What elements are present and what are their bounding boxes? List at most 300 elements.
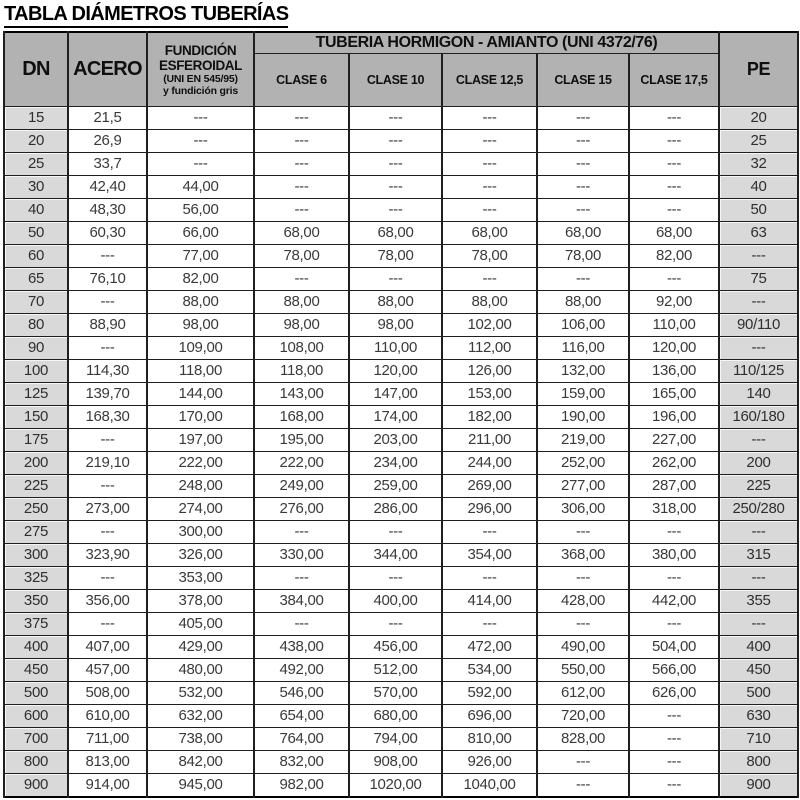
diameter-value-cell: 828,00	[537, 728, 629, 751]
diameter-value-cell: ---	[68, 429, 147, 452]
diameter-value-cell: ---	[629, 268, 719, 291]
diameter-value-cell: 170,00	[147, 406, 254, 429]
dn-cell: 30	[4, 176, 68, 199]
diameter-value-cell: ---	[254, 268, 349, 291]
pe-cell: 63	[719, 222, 798, 245]
diameter-value-cell: 353,00	[147, 567, 254, 590]
dn-cell: 500	[4, 682, 68, 705]
table-row	[4, 245, 798, 268]
diameter-value-cell: 504,00	[629, 636, 719, 659]
dn-cell: 700	[4, 728, 68, 751]
dn-cell: 400	[4, 636, 68, 659]
pe-cell: 200	[719, 452, 798, 475]
pe-cell: 20	[719, 107, 798, 130]
diameter-value-cell: 262,00	[629, 452, 719, 475]
dn-cell: 65	[4, 268, 68, 291]
diameter-value-cell: ---	[349, 199, 442, 222]
diameter-value-cell: 165,00	[629, 383, 719, 406]
diameter-value-cell: ---	[537, 176, 629, 199]
dn-cell: 40	[4, 199, 68, 222]
diameter-value-cell: 384,00	[254, 590, 349, 613]
diameter-value-cell: ---	[68, 521, 147, 544]
dn-cell: 175	[4, 429, 68, 452]
diameter-value-cell: ---	[629, 153, 719, 176]
diameter-value-cell: 400,00	[349, 590, 442, 613]
diameter-value-cell: 296,00	[442, 498, 537, 521]
column-header-clase-6: CLASE 6	[254, 54, 349, 107]
diameter-value-cell: 159,00	[537, 383, 629, 406]
diameter-value-cell: ---	[629, 705, 719, 728]
diameter-value-cell: ---	[629, 728, 719, 751]
table-row	[4, 475, 798, 498]
table-row	[4, 567, 798, 590]
dn-cell: 800	[4, 751, 68, 774]
pe-cell: 800	[719, 751, 798, 774]
table-row	[4, 659, 798, 682]
diameter-value-cell: ---	[147, 130, 254, 153]
diameter-value-cell: 273,00	[68, 498, 147, 521]
diameter-value-cell: 405,00	[147, 613, 254, 636]
diameter-value-cell: 534,00	[442, 659, 537, 682]
diameter-value-cell: ---	[442, 268, 537, 291]
diameter-value-cell: 88,00	[147, 291, 254, 314]
column-header-fundicion	[147, 32, 254, 107]
table-row	[4, 774, 798, 798]
pe-cell: 900	[719, 774, 798, 798]
diameter-value-cell: 153,00	[442, 383, 537, 406]
diameter-value-cell: 480,00	[147, 659, 254, 682]
diameter-value-cell: ---	[629, 521, 719, 544]
table-row	[4, 682, 798, 705]
dn-cell: 25	[4, 153, 68, 176]
dn-cell: 15	[4, 107, 68, 130]
diameter-value-cell: ---	[68, 613, 147, 636]
diameter-value-cell: 98,00	[254, 314, 349, 337]
table-body	[4, 107, 798, 798]
header-row-top	[4, 32, 798, 54]
diameter-value-cell: ---	[629, 130, 719, 153]
diameter-value-cell: ---	[537, 521, 629, 544]
diameter-value-cell: 68,00	[254, 222, 349, 245]
diameter-value-cell: 120,00	[349, 360, 442, 383]
diameter-value-cell: 77,00	[147, 245, 254, 268]
dn-cell: 50	[4, 222, 68, 245]
dn-cell: 100	[4, 360, 68, 383]
pe-cell: ---	[719, 613, 798, 636]
diameter-value-cell: 244,00	[442, 452, 537, 475]
column-header-clase-17-5: CLASE 17,5	[629, 54, 719, 107]
pe-cell: 450	[719, 659, 798, 682]
diameter-value-cell: ---	[349, 176, 442, 199]
table-row	[4, 406, 798, 429]
table-row	[4, 544, 798, 567]
diameter-value-cell: ---	[349, 567, 442, 590]
diameter-value-cell: 197,00	[147, 429, 254, 452]
dn-cell: 900	[4, 774, 68, 798]
diameter-value-cell: 326,00	[147, 544, 254, 567]
diameter-value-cell: ---	[537, 199, 629, 222]
diameter-value-cell: 368,00	[537, 544, 629, 567]
dn-cell: 20	[4, 130, 68, 153]
dn-cell: 325	[4, 567, 68, 590]
diameter-value-cell: 88,00	[254, 291, 349, 314]
diameter-value-cell: 143,00	[254, 383, 349, 406]
diameter-value-cell: 914,00	[68, 774, 147, 798]
pe-cell: 500	[719, 682, 798, 705]
table-row	[4, 107, 798, 130]
pe-cell: 90/110	[719, 314, 798, 337]
diameter-value-cell: 277,00	[537, 475, 629, 498]
diameter-value-cell: 211,00	[442, 429, 537, 452]
diameter-value-cell: 306,00	[537, 498, 629, 521]
diameter-value-cell: 330,00	[254, 544, 349, 567]
table-row	[4, 521, 798, 544]
pe-cell: 355	[719, 590, 798, 613]
table-row	[4, 176, 798, 199]
pe-cell: 75	[719, 268, 798, 291]
diameter-value-cell: 227,00	[629, 429, 719, 452]
diameter-value-cell: ---	[147, 107, 254, 130]
diameter-value-cell: ---	[68, 337, 147, 360]
table-row	[4, 383, 798, 406]
diameter-value-cell: 810,00	[442, 728, 537, 751]
diameter-value-cell: 354,00	[442, 544, 537, 567]
diameter-value-cell: ---	[537, 153, 629, 176]
diameter-value-cell: ---	[254, 130, 349, 153]
diameter-value-cell: ---	[537, 774, 629, 798]
diameter-value-cell: 380,00	[629, 544, 719, 567]
dn-cell: 90	[4, 337, 68, 360]
pe-cell: ---	[719, 567, 798, 590]
dn-cell: 125	[4, 383, 68, 406]
diameter-value-cell: ---	[629, 774, 719, 798]
diameter-value-cell: 274,00	[147, 498, 254, 521]
diameter-value-cell: 68,00	[537, 222, 629, 245]
diameter-value-cell: 259,00	[349, 475, 442, 498]
diameter-value-cell: 112,00	[442, 337, 537, 360]
diameter-value-cell: 88,90	[68, 314, 147, 337]
diameter-value-cell: 654,00	[254, 705, 349, 728]
diameter-value-cell: 92,00	[629, 291, 719, 314]
diameter-value-cell: 300,00	[147, 521, 254, 544]
diameter-value-cell: 48,30	[68, 199, 147, 222]
diameter-value-cell: 26,9	[68, 130, 147, 153]
diameter-value-cell: 490,00	[537, 636, 629, 659]
table-row	[4, 222, 798, 245]
diameter-value-cell: 66,00	[147, 222, 254, 245]
diameter-value-cell: 794,00	[349, 728, 442, 751]
diameter-value-cell: 182,00	[442, 406, 537, 429]
diameter-value-cell: 147,00	[349, 383, 442, 406]
diameter-value-cell: 114,30	[68, 360, 147, 383]
diameter-value-cell: ---	[349, 130, 442, 153]
diameter-value-cell: ---	[254, 199, 349, 222]
diameter-value-cell: 286,00	[349, 498, 442, 521]
diameter-value-cell: 60,30	[68, 222, 147, 245]
dn-cell: 80	[4, 314, 68, 337]
diameter-value-cell: 926,00	[442, 751, 537, 774]
diameter-value-cell: ---	[254, 153, 349, 176]
dn-cell: 200	[4, 452, 68, 475]
diameter-value-cell: ---	[442, 567, 537, 590]
diameter-value-cell: 56,00	[147, 199, 254, 222]
pe-cell: 225	[719, 475, 798, 498]
column-group-header-hormigon-amianto: TUBERIA HORMIGON - AMIANTO (UNI 4372/76)	[254, 32, 719, 54]
diameter-value-cell: 570,00	[349, 682, 442, 705]
diameter-value-cell: 88,00	[349, 291, 442, 314]
diameter-value-cell: 78,00	[537, 245, 629, 268]
diameter-value-cell: 88,00	[537, 291, 629, 314]
table-row	[4, 337, 798, 360]
fundicion-label-line2: ESFEROIDAL	[158, 57, 242, 73]
diameter-value-cell: ---	[68, 475, 147, 498]
column-header-clase-15: CLASE 15	[537, 54, 629, 107]
diameter-value-cell: 378,00	[147, 590, 254, 613]
diameter-value-cell: 546,00	[254, 682, 349, 705]
pe-cell: ---	[719, 337, 798, 360]
diameter-value-cell: 287,00	[629, 475, 719, 498]
diameter-value-cell: 21,5	[68, 107, 147, 130]
dn-cell: 375	[4, 613, 68, 636]
table-row	[4, 291, 798, 314]
pe-cell: ---	[719, 429, 798, 452]
diameter-value-cell: 720,00	[537, 705, 629, 728]
diameter-value-cell: 88,00	[442, 291, 537, 314]
diameter-value-cell: ---	[68, 567, 147, 590]
diameter-value-cell: 492,00	[254, 659, 349, 682]
diameter-value-cell: 110,00	[349, 337, 442, 360]
dn-cell: 60	[4, 245, 68, 268]
diameter-value-cell: ---	[442, 176, 537, 199]
diameter-value-cell: ---	[254, 613, 349, 636]
table-row	[4, 314, 798, 337]
diameter-value-cell: 76,10	[68, 268, 147, 291]
diameter-value-cell: 764,00	[254, 728, 349, 751]
diameter-value-cell: 344,00	[349, 544, 442, 567]
diameter-value-cell: 82,00	[147, 268, 254, 291]
dn-cell: 70	[4, 291, 68, 314]
diameter-value-cell: 78,00	[442, 245, 537, 268]
diameter-value-cell: 139,70	[68, 383, 147, 406]
fundicion-label-line3: (UNI EN 545/95)	[163, 72, 238, 85]
diameter-value-cell: 118,00	[254, 360, 349, 383]
pe-cell: 160/180	[719, 406, 798, 429]
pe-cell: ---	[719, 245, 798, 268]
diameter-value-cell: 98,00	[349, 314, 442, 337]
pe-cell: 110/125	[719, 360, 798, 383]
pe-cell: 400	[719, 636, 798, 659]
dn-cell: 300	[4, 544, 68, 567]
pe-cell: 315	[719, 544, 798, 567]
diameter-value-cell: 126,00	[442, 360, 537, 383]
diameter-value-cell: ---	[442, 153, 537, 176]
diameter-value-cell: 1020,00	[349, 774, 442, 798]
diameter-value-cell: 832,00	[254, 751, 349, 774]
diameter-value-cell: 120,00	[629, 337, 719, 360]
pe-cell: 630	[719, 705, 798, 728]
table-row	[4, 452, 798, 475]
diameter-value-cell: 610,00	[68, 705, 147, 728]
diameter-value-cell: 68,00	[442, 222, 537, 245]
diameter-value-cell: 68,00	[629, 222, 719, 245]
table-row	[4, 429, 798, 452]
diameter-value-cell: 680,00	[349, 705, 442, 728]
diameter-value-cell: 219,10	[68, 452, 147, 475]
table-row	[4, 705, 798, 728]
diameter-value-cell: ---	[537, 613, 629, 636]
table-row	[4, 153, 798, 176]
diameter-value-cell: 44,00	[147, 176, 254, 199]
diameter-value-cell: 249,00	[254, 475, 349, 498]
diameter-value-cell: ---	[537, 268, 629, 291]
diameter-value-cell: 738,00	[147, 728, 254, 751]
dn-cell: 225	[4, 475, 68, 498]
diameter-value-cell: 109,00	[147, 337, 254, 360]
pe-cell: 140	[719, 383, 798, 406]
diameter-value-cell: 428,00	[537, 590, 629, 613]
diameter-value-cell: ---	[349, 268, 442, 291]
diameter-value-cell: 196,00	[629, 406, 719, 429]
table-row	[4, 590, 798, 613]
diameter-value-cell: 356,00	[68, 590, 147, 613]
diameter-value-cell: 116,00	[537, 337, 629, 360]
diameter-value-cell: 203,00	[349, 429, 442, 452]
column-header-pe: PE	[719, 32, 798, 107]
table-row	[4, 360, 798, 383]
diameter-value-cell: 222,00	[147, 452, 254, 475]
diameter-value-cell: 1040,00	[442, 774, 537, 798]
table-row	[4, 751, 798, 774]
pe-cell: 50	[719, 199, 798, 222]
diameter-value-cell: 234,00	[349, 452, 442, 475]
diameter-value-cell: 696,00	[442, 705, 537, 728]
pe-cell: 32	[719, 153, 798, 176]
column-header-clase-12-5: CLASE 12,5	[442, 54, 537, 107]
diameter-value-cell: 82,00	[629, 245, 719, 268]
diameter-value-cell: 102,00	[442, 314, 537, 337]
column-header-dn: DN	[4, 32, 68, 107]
dn-cell: 450	[4, 659, 68, 682]
diameter-value-cell: ---	[254, 176, 349, 199]
diameter-value-cell: 429,00	[147, 636, 254, 659]
diameter-value-cell: ---	[442, 130, 537, 153]
diameter-value-cell: ---	[254, 567, 349, 590]
diameter-value-cell: 438,00	[254, 636, 349, 659]
table-row	[4, 130, 798, 153]
diameter-value-cell: 612,00	[537, 682, 629, 705]
diameter-value-cell: 982,00	[254, 774, 349, 798]
diameter-value-cell: ---	[442, 613, 537, 636]
diameter-value-cell: 550,00	[537, 659, 629, 682]
diameter-value-cell: 42,40	[68, 176, 147, 199]
diameter-value-cell: 136,00	[629, 360, 719, 383]
diameter-value-cell: 78,00	[349, 245, 442, 268]
diameter-value-cell: 269,00	[442, 475, 537, 498]
diameter-value-cell: ---	[349, 107, 442, 130]
diameter-value-cell: 472,00	[442, 636, 537, 659]
diameter-value-cell: 532,00	[147, 682, 254, 705]
diameter-value-cell: 813,00	[68, 751, 147, 774]
diameter-value-cell: 908,00	[349, 751, 442, 774]
diameter-value-cell: 248,00	[147, 475, 254, 498]
column-header-acero: ACERO	[68, 32, 147, 107]
diameter-value-cell: 174,00	[349, 406, 442, 429]
diameter-value-cell: ---	[442, 107, 537, 130]
table-row	[4, 498, 798, 521]
diameter-value-cell: 592,00	[442, 682, 537, 705]
pe-cell: 25	[719, 130, 798, 153]
diameter-value-cell: ---	[537, 130, 629, 153]
diameter-value-cell: 252,00	[537, 452, 629, 475]
table-row	[4, 728, 798, 751]
table-row	[4, 613, 798, 636]
diameter-value-cell: ---	[629, 567, 719, 590]
diameter-value-cell: 457,00	[68, 659, 147, 682]
diameter-value-cell: 144,00	[147, 383, 254, 406]
dn-cell: 275	[4, 521, 68, 544]
diameter-value-cell: 33,7	[68, 153, 147, 176]
pe-cell: ---	[719, 291, 798, 314]
diameter-value-cell: ---	[629, 107, 719, 130]
diameter-value-cell: ---	[537, 567, 629, 590]
diameter-value-cell: 168,00	[254, 406, 349, 429]
diameter-value-cell: ---	[254, 107, 349, 130]
diameter-value-cell: 414,00	[442, 590, 537, 613]
diameter-value-cell: 456,00	[349, 636, 442, 659]
dn-cell: 250	[4, 498, 68, 521]
diameter-value-cell: ---	[349, 521, 442, 544]
diameter-value-cell: ---	[537, 751, 629, 774]
dn-cell: 150	[4, 406, 68, 429]
fundicion-label-line1: FUNDICIÓN	[164, 42, 237, 58]
diameter-value-cell: ---	[147, 153, 254, 176]
diameter-value-cell: 118,00	[147, 360, 254, 383]
diameter-value-cell: ---	[349, 613, 442, 636]
diameter-value-cell: 276,00	[254, 498, 349, 521]
dn-cell: 600	[4, 705, 68, 728]
dn-cell: 350	[4, 590, 68, 613]
diameter-value-cell: ---	[68, 291, 147, 314]
diameter-value-cell: ---	[629, 751, 719, 774]
diameter-value-cell: 945,00	[147, 774, 254, 798]
diameter-value-cell: 566,00	[629, 659, 719, 682]
pe-cell: ---	[719, 521, 798, 544]
diameter-value-cell: 78,00	[254, 245, 349, 268]
diameter-value-cell: 222,00	[254, 452, 349, 475]
diameter-value-cell: 168,30	[68, 406, 147, 429]
diameter-value-cell: 195,00	[254, 429, 349, 452]
table-row	[4, 199, 798, 222]
diameter-value-cell: 108,00	[254, 337, 349, 360]
diameter-value-cell: 68,00	[349, 222, 442, 245]
diameter-value-cell: 219,00	[537, 429, 629, 452]
table-row	[4, 636, 798, 659]
pe-cell: 710	[719, 728, 798, 751]
page-title: TABLA DIÁMETROS TUBERÍAS	[4, 3, 288, 28]
diameter-value-cell: ---	[629, 176, 719, 199]
column-header-clase-10: CLASE 10	[349, 54, 442, 107]
diameter-value-cell: ---	[254, 521, 349, 544]
diameter-value-cell: 442,00	[629, 590, 719, 613]
table-row	[4, 268, 798, 291]
diameter-value-cell: ---	[349, 153, 442, 176]
diameter-value-cell: 842,00	[147, 751, 254, 774]
diameter-value-cell: ---	[629, 613, 719, 636]
diameter-value-cell: ---	[537, 107, 629, 130]
diameter-value-cell: ---	[442, 199, 537, 222]
diameter-value-cell: 98,00	[147, 314, 254, 337]
diameter-value-cell: 407,00	[68, 636, 147, 659]
